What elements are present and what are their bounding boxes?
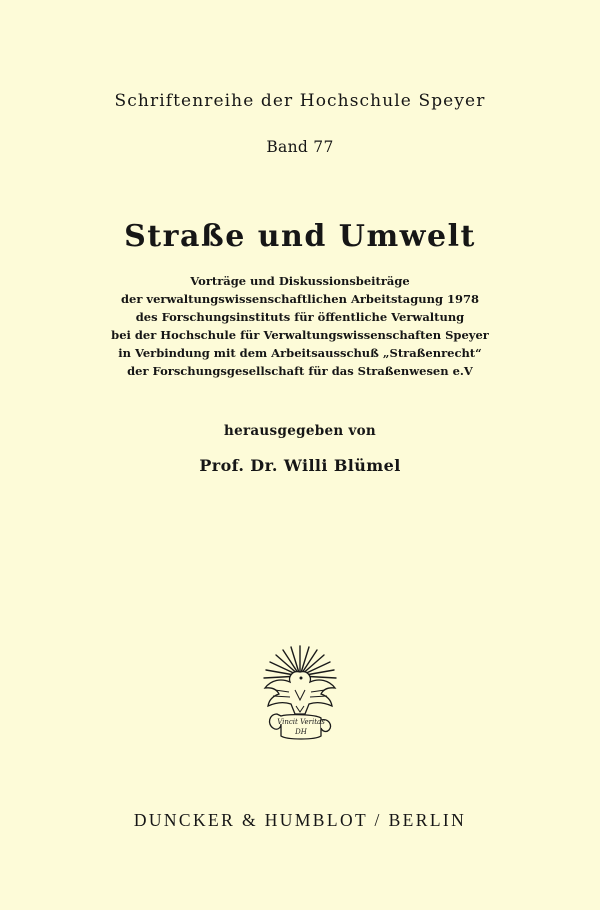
editor-name: Prof. Dr. Willi Blümel <box>199 456 401 475</box>
subtitle-line: des Forschungsinstituts für öffentliche Verwaltung <box>135 309 465 324</box>
subtitle-line: der Forschungsgesellschaft für das Straßenwesen e.V <box>127 363 473 378</box>
subtitle-line: der verwaltungswissenschaftlichen Arbeitstagung 1978 <box>120 291 480 306</box>
series-title: Schriftenreihe der Hochschule Speyer <box>114 91 486 111</box>
publisher-imprint: DUNCKER & HUMBLOT / BERLIN <box>133 810 467 830</box>
logo-initials: DH <box>295 728 307 736</box>
logo-motto: Vincit Veritas <box>277 718 325 726</box>
subtitle-block <box>0 273 600 380</box>
volume-number: Band 77 <box>266 138 334 156</box>
editor-label: herausgegeben von <box>223 423 377 439</box>
eagle-sun-emblem-icon <box>255 640 345 745</box>
book-title: Straße und Umwelt <box>124 219 476 254</box>
subtitle-line: bei der Hochschule für Verwaltungswissenschaften Speyer <box>111 327 489 342</box>
subtitle-line: in Verbindung mit dem Arbeitsausschuß „Straßenrecht“ <box>118 345 482 360</box>
subtitle-line: Vorträge und Diskussionsbeiträge <box>190 274 410 288</box>
